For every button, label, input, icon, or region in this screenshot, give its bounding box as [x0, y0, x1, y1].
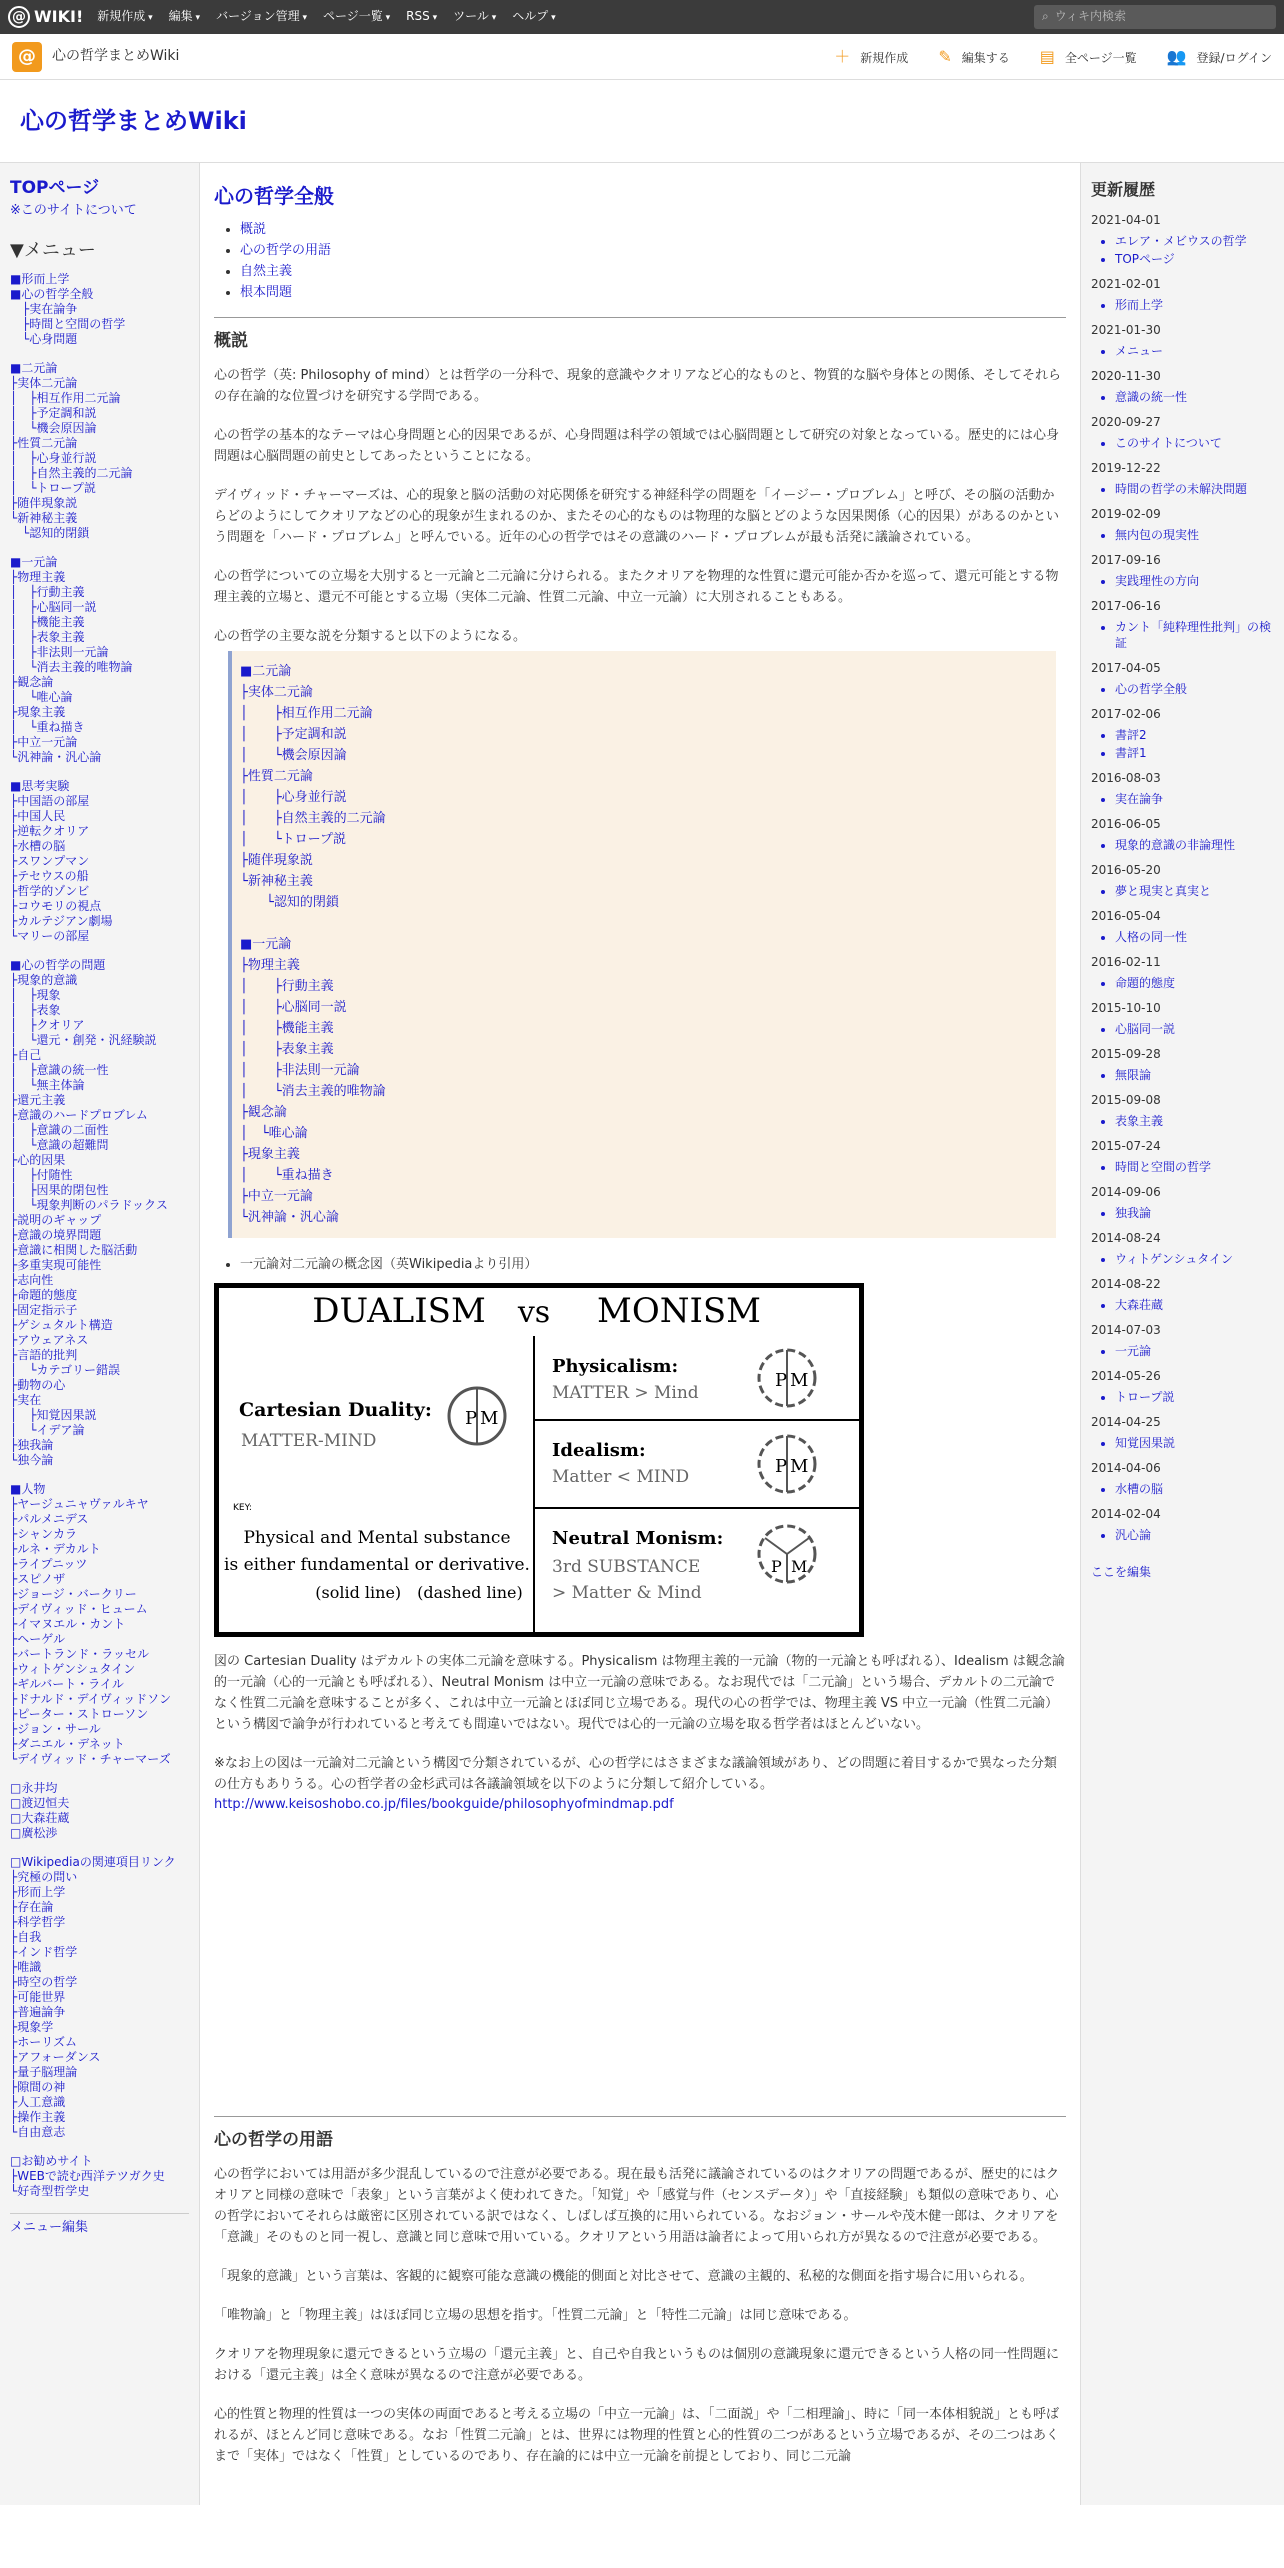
menu-item[interactable]: │ ├心脳同一説	[10, 600, 97, 614]
menu-item[interactable]: │ ├因果的閉包性	[10, 1183, 109, 1197]
tree-item[interactable]: │ ├予定調和説	[240, 727, 347, 743]
menu-item[interactable]: ├多重実現可能性	[10, 1258, 102, 1272]
menu-item[interactable]: ├ジョージ・バークリー	[10, 1587, 137, 1601]
all-pages-button[interactable]: ▤ 全ページ一覧	[1039, 46, 1137, 66]
menu-section	[10, 2154, 189, 2199]
menu-item[interactable]: ├パルメニデス	[10, 1512, 89, 1526]
fig-cartesian-title: Cartesian Duality:	[239, 1399, 432, 1422]
menu-item[interactable]: ├ライプニッツ	[10, 1557, 88, 1571]
about-link[interactable]: ※このサイトについて	[10, 203, 137, 218]
plus-icon: ＋	[834, 46, 851, 66]
update-link[interactable]: • エレア・メビウスの哲学	[1115, 233, 1274, 249]
update-link[interactable]: • TOPページ	[1115, 251, 1274, 267]
menu-item[interactable]: ├デイヴィッド・ヒューム	[10, 1602, 148, 1616]
menu-item[interactable]: ├ルネ・デカルト	[10, 1542, 101, 1556]
svg-text:M: M	[480, 1408, 499, 1430]
menu-section	[10, 555, 189, 765]
menu-item[interactable]: │ ├自然主義的二元論	[10, 466, 133, 480]
fig-neutral-sub: > Matter & Mind	[552, 1583, 702, 1604]
menu-item[interactable]: └好奇型哲学史	[10, 2184, 90, 2198]
update-date: 2021-04-01	[1091, 212, 1161, 227]
menu-item[interactable]: │ ├クオリア	[10, 1018, 85, 1032]
menu-item[interactable]: ■心の哲学全般	[10, 287, 94, 301]
menu-item[interactable]: └認知的閉鎖	[10, 526, 90, 540]
svg-text:P: P	[775, 1370, 788, 1392]
update-link[interactable]: • 一元論	[1115, 1343, 1274, 1359]
menu-section	[10, 779, 189, 944]
menu-item[interactable]: ├ダニエル・デネット	[10, 1737, 125, 1751]
menu-item[interactable]: ├意識のハードプロブレム	[10, 1108, 148, 1122]
tree-item[interactable]: │ └重ね描き	[240, 1168, 334, 1184]
menu-item[interactable]: ├コウモリの視点	[10, 899, 102, 913]
update-link[interactable]: • 無内包の現実性	[1115, 527, 1274, 543]
top-toolbar	[0, 0, 1284, 34]
tree-item[interactable]: ├実体二元論	[240, 685, 313, 701]
update-link[interactable]: • 心の哲学全般	[1115, 681, 1274, 697]
update-link[interactable]: • 時間と空間の哲学	[1115, 1159, 1274, 1175]
update-date: 2017-02-06	[1091, 706, 1161, 721]
menu-item[interactable]: □渡辺恒夫	[10, 1796, 70, 1810]
update-date: 2014-02-04	[1091, 1506, 1161, 1521]
tree-item[interactable]: ├中立一元論	[240, 1189, 313, 1205]
menu-pages[interactable]: ページ一覧 ▾	[323, 7, 390, 26]
menu-item[interactable]: ├中国人民	[10, 809, 66, 823]
menu-item[interactable]: ├逆転クオリア	[10, 824, 90, 838]
update-date: 2017-06-16	[1091, 598, 1161, 613]
pencil-icon: ✎	[938, 46, 952, 66]
menu-item[interactable]: │ ├機能主義	[10, 615, 85, 629]
update-link[interactable]: • 現象的意識の非論理性	[1115, 837, 1274, 853]
menu-item[interactable]: └汎神論・汎心論	[10, 750, 102, 764]
menu-section	[10, 272, 189, 347]
update-date: 2021-02-01	[1091, 276, 1161, 291]
update-link[interactable]: • 表象主義	[1115, 1113, 1274, 1129]
menu-item[interactable]: │ └イデア論	[10, 1423, 85, 1437]
tree-item[interactable]: ■二元論	[240, 664, 292, 680]
tree-item[interactable]: ■一元論	[240, 937, 292, 953]
update-date: 2015-07-24	[1091, 1138, 1161, 1153]
menu-item[interactable]: ├実体二元論	[10, 376, 78, 390]
update-date: 2017-04-05	[1091, 660, 1161, 675]
menu-section	[10, 1781, 189, 1841]
menu-item[interactable]: │ └無主体論	[10, 1078, 85, 1092]
update-link[interactable]: • 命題的態度	[1115, 975, 1274, 991]
tree-item[interactable]: │ ├心脳同一説	[240, 1000, 347, 1016]
menu-item[interactable]: ├ホーリズム	[10, 2035, 77, 2049]
fig-key-text: Physical and Mental substance	[243, 1528, 511, 1549]
update-date: 2015-09-28	[1091, 1046, 1161, 1061]
menu-item[interactable]: │ ├行動主義	[10, 585, 85, 599]
update-link[interactable]: • 意識の統一性	[1115, 389, 1274, 405]
update-date: 2014-04-25	[1091, 1414, 1161, 1429]
menu-item[interactable]: ├ピーター・ストローソン	[10, 1707, 149, 1721]
menu-item[interactable]: ├水槽の脳	[10, 839, 66, 853]
menu-item[interactable]: │ └現象判断のパラドックス	[10, 1198, 168, 1212]
menu-item[interactable]: ■思考実験	[10, 779, 70, 793]
menu-item[interactable]: ├自己	[10, 1048, 42, 1062]
menu-item[interactable]: □お勧めサイト	[10, 2154, 93, 2168]
update-date: 2014-09-06	[1091, 1184, 1161, 1199]
svg-text:P: P	[465, 1408, 478, 1430]
dualism-monism-figure	[214, 1283, 864, 1637]
menu-item[interactable]: ├命題的態度	[10, 1288, 78, 1302]
toc-item[interactable]: 概説	[240, 222, 267, 237]
menu-item[interactable]: ├究極の問い	[10, 1870, 78, 1884]
paragraph: 心の哲学の主要な説を分類すると以下のようになる。	[214, 629, 527, 645]
users-icon: 👥	[1166, 46, 1187, 66]
update-date: 2019-02-09	[1091, 506, 1161, 521]
fig-key: KEY:	[233, 1503, 252, 1514]
recent-updates-heading: 更新履歴	[1091, 180, 1156, 199]
section-heading-overview: 概説	[214, 317, 1066, 355]
right-sidebar	[1080, 163, 1284, 2505]
update-link[interactable]: • 無限論	[1115, 1067, 1274, 1083]
tree-item[interactable]: │ └唯心論	[240, 1126, 308, 1142]
menu-item[interactable]: ├ゲシュタルト構造	[10, 1318, 113, 1332]
update-link[interactable]: • このサイトについて	[1115, 435, 1274, 451]
menu-item[interactable]: ├時間と空間の哲学	[10, 317, 126, 331]
right-edit-link[interactable]: ここを編集	[1091, 1564, 1152, 1579]
update-date: 2021-01-30	[1091, 322, 1161, 337]
menu-item[interactable]: └マリーの部屋	[10, 929, 90, 943]
menu-item[interactable]: │ ├意識の二面性	[10, 1123, 109, 1137]
site-bar	[0, 34, 1284, 80]
menu-item[interactable]: ├意識に相関した脳活動	[10, 1243, 138, 1257]
menu-section	[10, 1855, 189, 2140]
menu-item[interactable]: ├現象的意識	[10, 973, 78, 987]
paragraph: デイヴィッド・チャーマーズは、心的現象と脳の活動の対応関係を研究する神経科学の問題を「イージー・プロブレム」と呼び、その脳の活動からどのようにしてクオリアなどの心的現象が生まれるのか、またその心的なものは物理的な脳とどのような因果関係（心的因果）があるのかという問題を「ハード・プロブレム」と呼んでいる。近年の心の哲学ではその意識のハード・プロブレムが最も活発に議論されている。	[214, 488, 1060, 546]
tree-item[interactable]: │ ├自然主義的二元論	[240, 811, 386, 827]
menu-item[interactable]: ├現象主義	[10, 705, 66, 719]
fig-idealism-title: Idealism:	[552, 1440, 646, 1462]
svg-text:M: M	[790, 1370, 809, 1392]
menu-item[interactable]: ├実在	[10, 1393, 42, 1407]
update-date: 2019-12-22	[1091, 460, 1161, 475]
menu-item[interactable]: │ └還元・創発・汎経験説	[10, 1033, 157, 1047]
tree-item[interactable]: │ └消去主義的唯物論	[240, 1084, 386, 1100]
menu-item[interactable]: ├普遍論争	[10, 2005, 66, 2019]
menu-item[interactable]: ├存在論	[10, 1900, 54, 1914]
menu-item[interactable]: ├中国語の部屋	[10, 794, 90, 808]
menu-item[interactable]: ├志向性	[10, 1273, 54, 1287]
menu-item[interactable]: ├シャンカラ	[10, 1527, 77, 1541]
fig-title-dualism: DUALISM	[312, 1291, 486, 1332]
menu-item[interactable]: ├中立一元論	[10, 735, 78, 749]
menu-item[interactable]: ├可能世界	[10, 1990, 66, 2004]
menu-version[interactable]: バージョン管理 ▾	[216, 7, 307, 26]
fig-neutral-title: Neutral Monism:	[552, 1528, 724, 1550]
menu-item[interactable]: └デイヴィッド・チャーマーズ	[10, 1752, 171, 1766]
menu-item[interactable]: ├哲学的ゾンビ	[10, 884, 90, 898]
tree-item[interactable]: └認知的閉鎖	[240, 895, 339, 911]
menu-item[interactable]: │ └消去主義的唯物論	[10, 660, 133, 674]
svg-text:P: P	[775, 1456, 788, 1478]
update-date: 2016-06-05	[1091, 816, 1161, 831]
menu-item[interactable]: □大森荘蔵	[10, 1811, 70, 1825]
tree-item[interactable]: │ ├機能主義	[240, 1021, 334, 1037]
menu-item[interactable]: ├インド哲学	[10, 1945, 78, 1959]
update-date: 2016-02-11	[1091, 954, 1161, 969]
menu-item[interactable]: ├アウェアネス	[10, 1333, 89, 1347]
fig-title-monism: MONISM	[597, 1291, 761, 1332]
left-sidebar	[0, 163, 200, 2505]
update-link[interactable]: • 時間の哲学の未解決問題	[1115, 481, 1274, 497]
menu-item[interactable]: ├WEBで読む西洋テツガク史	[10, 2169, 165, 2183]
toc-item[interactable]: 心の哲学の用語	[240, 243, 332, 258]
update-link[interactable]: • 独我論	[1115, 1205, 1274, 1221]
menu-item[interactable]: □永井均	[10, 1781, 58, 1795]
paragraph: 「唯物論」と「物理主義」はほぼ同じ立場の思想を指す。「性質二元論」と「特性二元論」は同じ意味である。	[214, 2307, 857, 2323]
menu-item[interactable]: ├自我	[10, 1930, 42, 1944]
menu-item[interactable]: │ ├付随性	[10, 1168, 73, 1182]
paragraph: 心的性質と物理的性質は一つの実体の両面であると考える立場の「中立一元論」は、「二面説」や「二相理論」、時に「同一本体相貌説」とも呼ばれるが、ほとんど同じ意味である。なお「性質二元論」とは、世界には物理的性質と心的性質の二つがあるという立場であるが、その二つはあくまで「実体」ではなく「性質」としているのであり、存在論的には中立一元論を前提としており、同じ二元論	[214, 2406, 1060, 2464]
menu-item[interactable]: │ ├予定調和説	[10, 406, 97, 420]
tree-item[interactable]: ├観念論	[240, 1105, 287, 1121]
menu-item[interactable]: ├意識の境界問題	[10, 1228, 102, 1242]
paragraph: 「現象的意識」という言葉は、客観的に観察可能な意識の機能的側面と対比させて、意識の主観的、私秘的な側面を指す場合に用いられる。	[214, 2268, 1033, 2284]
menu-edit[interactable]: 編集 ▾	[169, 7, 200, 26]
main-content	[200, 163, 1080, 2505]
update-date: 2020-09-27	[1091, 414, 1161, 429]
menu-item[interactable]: │ └カテゴリー錯誤	[10, 1363, 120, 1377]
tree-item[interactable]: │ └機会原因論	[240, 748, 347, 764]
search-input[interactable]: ⌕ ウィキ内検索	[1034, 5, 1276, 29]
menu-item[interactable]: │ └機会原因論	[10, 421, 97, 435]
update-date: 2014-08-22	[1091, 1276, 1161, 1291]
menu-item[interactable]: ├イマヌエル・カント	[10, 1617, 126, 1631]
update-link[interactable]: • 知覚因果説	[1115, 1435, 1274, 1451]
menu-item[interactable]: ■形而上学	[10, 272, 70, 286]
menu-item[interactable]: │ ├表象主義	[10, 630, 85, 644]
site-title[interactable]: 心の哲学まとめWiki	[20, 106, 247, 135]
menu-item[interactable]: ├カルテジアン劇場	[10, 914, 113, 928]
menu-heading: ▼メニュー	[10, 240, 96, 261]
update-date: 2014-04-06	[1091, 1460, 1161, 1475]
tree-item[interactable]: │ ├行動主義	[240, 979, 334, 995]
tree-item[interactable]: │ ├心身並行説	[240, 790, 347, 806]
menu-item[interactable]: ├ジョン・サール	[10, 1722, 101, 1736]
update-link[interactable]: • 実践理性の方向	[1115, 573, 1274, 589]
tree-item[interactable]: └汎神論・汎心論	[240, 1210, 339, 1226]
menu-item[interactable]: │ └トロープ説	[10, 481, 96, 495]
menu-item[interactable]: ├スピノザ	[10, 1572, 66, 1586]
update-date: 2020-11-30	[1091, 368, 1161, 383]
update-link[interactable]: • 夢と現実と真実と	[1115, 883, 1274, 899]
menu-item[interactable]: │ └重ね描き	[10, 720, 85, 734]
update-link[interactable]: • 書評1	[1115, 745, 1274, 761]
menu-section	[10, 1482, 189, 1767]
update-date: 2014-08-24	[1091, 1230, 1161, 1245]
paragraph: ※なお上の図は一元論対二元論という構図で分類されているが、心の哲学にはさまざまな議論領域があり、どの問題に着目するかで異なった分類の仕方もありうる。心の哲学者の金杉武司は各議論領域を以下のように分類して紹介している。	[214, 1755, 1057, 1792]
menu-item[interactable]: ├心的因果	[10, 1153, 66, 1167]
menu-item[interactable]: ├ドナルド・デイヴィッドソン	[10, 1692, 172, 1706]
menu-item[interactable]: ├隙間の神	[10, 2080, 66, 2094]
update-date: 2017-09-16	[1091, 552, 1161, 567]
menu-item[interactable]: ├性質二元論	[10, 436, 78, 450]
toc-item[interactable]: 自然主義	[240, 264, 293, 279]
fig-physicalism-sub: MATTER > Mind	[552, 1383, 699, 1404]
menu-item[interactable]: ├バートランド・ラッセル	[10, 1647, 149, 1661]
tree-item[interactable]: │ ├非法則一元論	[240, 1063, 360, 1079]
menu-new[interactable]: 新規作成 ▾	[97, 7, 152, 26]
recent-updates-list	[1091, 211, 1274, 1543]
site-name[interactable]: 心の哲学まとめWiki	[52, 48, 180, 65]
update-link[interactable]: • 書評2	[1115, 727, 1274, 743]
menu-item[interactable]: ├説明のギャップ	[10, 1213, 102, 1227]
menu-item[interactable]: ├ギルバート・ライル	[10, 1677, 124, 1691]
update-link[interactable]: • 心脳同一説	[1115, 1021, 1274, 1037]
top-page-link[interactable]: TOPページ	[10, 178, 100, 198]
menu-item[interactable]: │ └意識の超難問	[10, 1138, 109, 1152]
table-of-contents	[240, 219, 1066, 303]
menu-item[interactable]: ├スワンプマン	[10, 854, 90, 868]
fig-physicalism-title: Physicalism:	[552, 1356, 679, 1378]
menu-item[interactable]: ├ヘーゲル	[10, 1632, 65, 1646]
menu-item[interactable]: ├操作主義	[10, 2110, 66, 2124]
menu-item[interactable]: ├独我論	[10, 1438, 54, 1452]
paragraph: 心の哲学の基本的なテーマは心身問題と心的因果であるが、心身問題は科学の領域では心脳問題として研究の対象となっている。歴史的には心身問題は心脳問題の前史としてあったということになる。	[214, 428, 1060, 465]
fig-cartesian-sub: MATTER-MIND	[241, 1431, 377, 1452]
fig-key-text: is either fundamental or derivative.	[224, 1555, 530, 1576]
pdf-link[interactable]: http://www.keisoshobo.co.jp/files/bookguide/philosophyofmindmap.pdf	[214, 1796, 674, 1812]
menu-item[interactable]: ├形而上学	[10, 1885, 66, 1899]
tree-item[interactable]: └新神秘主義	[240, 874, 313, 890]
menu-item[interactable]: ├随伴現象説	[10, 496, 78, 510]
menu-item[interactable]: └心身問題	[10, 332, 78, 346]
menu-item[interactable]: ├還元主義	[10, 1093, 66, 1107]
update-link[interactable]: • ウィトゲンシュタイン	[1115, 1251, 1274, 1267]
menu-item[interactable]: ├動物の心	[10, 1378, 66, 1392]
tree-item[interactable]: │ └トロープ説	[240, 832, 347, 848]
fig-vs: vs	[517, 1295, 551, 1331]
update-link[interactable]: • 形而上学	[1115, 297, 1274, 313]
menu-item[interactable]: ■人物	[10, 1482, 46, 1496]
menu-item[interactable]: │ ├相互作用二元論	[10, 391, 121, 405]
menu-section	[10, 361, 189, 541]
update-date: 2014-07-03	[1091, 1322, 1161, 1337]
toc-item[interactable]: 根本問題	[240, 285, 293, 300]
menu-item[interactable]: │ ├現象	[10, 988, 61, 1002]
theory-tree	[228, 651, 1056, 1238]
paragraph: 図の Cartesian Duality はデカルトの実体二元論を意味する。Physicalism は物理主義的一元論（物的一元論とも呼ばれる）、Idealism は観念論的一元論（心的一元論とも呼ばれる）、Neutral Monism は中立一元論の意味である。なお現代では「二元論」という場合、デカルトの二元論でなく性質二元論を意味することが多く、これは中立一元論とほぼ同じ立場である。現代の心の哲学では、物理主義 VS 中立一元論（性質二元論）という構図で論争が行われていると考えても間違いではない。現代では心的一元論の立場を取る哲学者はほとんどいない。	[214, 1653, 1065, 1732]
menu-list	[10, 272, 189, 2199]
tree-item[interactable]: ├性質二元論	[240, 769, 313, 785]
update-date: 2016-05-20	[1091, 862, 1161, 877]
update-link[interactable]: • 大森荘蔵	[1115, 1297, 1274, 1313]
menu-help[interactable]: ヘルプ ▾	[512, 7, 555, 26]
update-link[interactable]: • 水槽の脳	[1115, 1481, 1274, 1497]
menu-item[interactable]: □Wikipediaの関連項目リンク	[10, 1855, 176, 1869]
update-date: 2016-05-04	[1091, 908, 1161, 923]
menu-item[interactable]: └独今論	[10, 1453, 54, 1467]
update-link[interactable]: • トロープ説	[1115, 1389, 1274, 1405]
update-link[interactable]: • 汎心論	[1115, 1527, 1274, 1543]
tree-item[interactable]: ├随伴現象説	[240, 853, 313, 869]
menu-item[interactable]: ├実在論争	[10, 302, 78, 316]
fig-idealism-sub: Matter < MIND	[552, 1467, 690, 1488]
document-icon: ▤	[1039, 46, 1055, 66]
menu-item[interactable]: │ └唯心論	[10, 690, 73, 704]
update-link[interactable]: • 実在論争	[1115, 791, 1274, 807]
figure-caption: • 一元論対二元論の概念図（英Wikipediaより引用）	[240, 1254, 1066, 1275]
paragraph: 心の哲学についての立場を大別すると一元論と二元論に分けられる。またクオリアを物理的な性質に還元可能か否かを巡って、還元可能とする物理主義的立場と、還元不可能とする立場（実体二元論、性質二元論、中立一元論）に大別されることもある。	[214, 569, 1059, 606]
menu-item[interactable]: □廣松渉	[10, 1826, 58, 1840]
wiki-logo[interactable]: @ WIKI!	[8, 4, 83, 30]
tree-item[interactable]: │ ├表象主義	[240, 1042, 334, 1058]
tree-item[interactable]: │ ├相互作用二元論	[240, 706, 373, 722]
menu-item[interactable]: ├観念論	[10, 675, 54, 689]
site-logo-icon[interactable]: @	[12, 42, 42, 72]
menu-item[interactable]: ├科学哲学	[10, 1915, 66, 1929]
edit-page-button[interactable]: ✎ 編集する	[938, 46, 1010, 66]
menu-item[interactable]: │ ├心身並行説	[10, 451, 97, 465]
site-header	[0, 80, 1284, 162]
svg-text:P: P	[771, 1557, 782, 1577]
menu-item[interactable]: ├アフォーダンス	[10, 2050, 101, 2064]
search-icon: ⌕	[1042, 9, 1049, 24]
paragraph: 心の哲学においては用語が多少混乱しているので注意が必要である。現在最も活発に議論されているのはクオリアの問題であるが、歴史的にはクオリアと同様の意味で「表象」という言葉がよく使われてきた。「知覚」や「感覚与件（センスデータ）」や「直接経験」も類似の意味であり、心の哲学においてそれらは厳密に区別されている訳ではなく、しばしば互換的に用いられている。なおジョン・サールや茂木健一郎は、クオリアを「意識」そのものと同一視し、意識と同じ意味で用いている。クオリアという用語は論者によって用いられ方が異なるので注意が必要である。	[214, 2166, 1060, 2245]
menu-item[interactable]: └新神秘主義	[10, 511, 78, 525]
menu-item[interactable]: │ ├表象	[10, 1003, 61, 1017]
tree-item[interactable]: ├現象主義	[240, 1147, 300, 1163]
menu-tools[interactable]: ツール ▾	[453, 7, 496, 26]
menu-item[interactable]: │ ├意識の統一性	[10, 1063, 109, 1077]
menu-item[interactable]: ├人工意識	[10, 2095, 66, 2109]
svg-text:M: M	[790, 1456, 809, 1478]
menu-item[interactable]: ├固定指示子	[10, 1303, 78, 1317]
update-date: 2016-08-03	[1091, 770, 1161, 785]
menu-item[interactable]: ├時空の哲学	[10, 1975, 78, 1989]
menu-item[interactable]: │ ├知覚因果説	[10, 1408, 97, 1422]
login-button[interactable]: 👥 登録/ログイン	[1166, 46, 1272, 66]
update-link[interactable]: • メニュー	[1115, 343, 1274, 359]
menu-item[interactable]: ├言語的批判	[10, 1348, 78, 1362]
update-date: 2015-09-08	[1091, 1092, 1161, 1107]
menu-item[interactable]: ├テセウスの船	[10, 869, 89, 883]
fig-neutral-sub: 3rd SUBSTANCE	[552, 1557, 701, 1578]
svg-text:M: M	[791, 1557, 808, 1577]
menu-rss[interactable]: RSS ▾	[406, 7, 437, 26]
update-date: 2014-05-26	[1091, 1368, 1161, 1383]
menu-edit-link[interactable]: メニュー編集	[10, 2213, 189, 2235]
menu-item[interactable]: └自由意志	[10, 2125, 66, 2139]
at-logo-icon: @	[8, 6, 30, 28]
tree-item[interactable]: ├物理主義	[240, 958, 300, 974]
menu-item[interactable]: ■二元論	[10, 361, 58, 375]
menu-item[interactable]: ├唯識	[10, 1960, 42, 1974]
menu-item[interactable]: ■一元論	[10, 555, 58, 569]
update-date: 2015-10-10	[1091, 1000, 1161, 1015]
paragraph: クオリアを物理現象に還元できるという立場の「還元主義」と、自己や自我というものは個別の意識現象に還元できるという人格の同一性問題における「還元主義」は全く意味が異なるので注意が必要である。	[214, 2346, 1060, 2383]
new-page-button[interactable]: ＋ 新規作成	[834, 46, 909, 66]
menu-item[interactable]: ├ウィトゲンシュタイン	[10, 1662, 136, 1676]
menu-item[interactable]: ├ヤージュニャヴァルキヤ	[10, 1497, 149, 1511]
menu-section	[10, 958, 189, 1468]
menu-item[interactable]: ├物理主義	[10, 570, 66, 584]
update-link[interactable]: • カント「純粋理性批判」の検証	[1115, 619, 1274, 651]
menu-item[interactable]: ■心の哲学の問題	[10, 958, 106, 972]
section-heading-terms: 心の哲学の用語	[214, 2116, 1066, 2154]
menu-item[interactable]: ├量子脳理論	[10, 2065, 78, 2079]
menu-item[interactable]: ├現象学	[10, 2020, 54, 2034]
paragraph: 心の哲学（英: Philosophy of mind）とは哲学の一分科で、現象的意識やクオリアなど心的なものと、物質的な脳や身体との関係、そしてそれらの存在論的な位置づけを研究する学問である。	[214, 368, 1061, 405]
page-title: 心の哲学全般	[214, 184, 334, 208]
menu-item[interactable]: │ ├非法則一元論	[10, 645, 109, 659]
update-link[interactable]: • 人格の同一性	[1115, 929, 1274, 945]
fig-key-text: (solid line) (dashed line)	[315, 1583, 523, 1603]
